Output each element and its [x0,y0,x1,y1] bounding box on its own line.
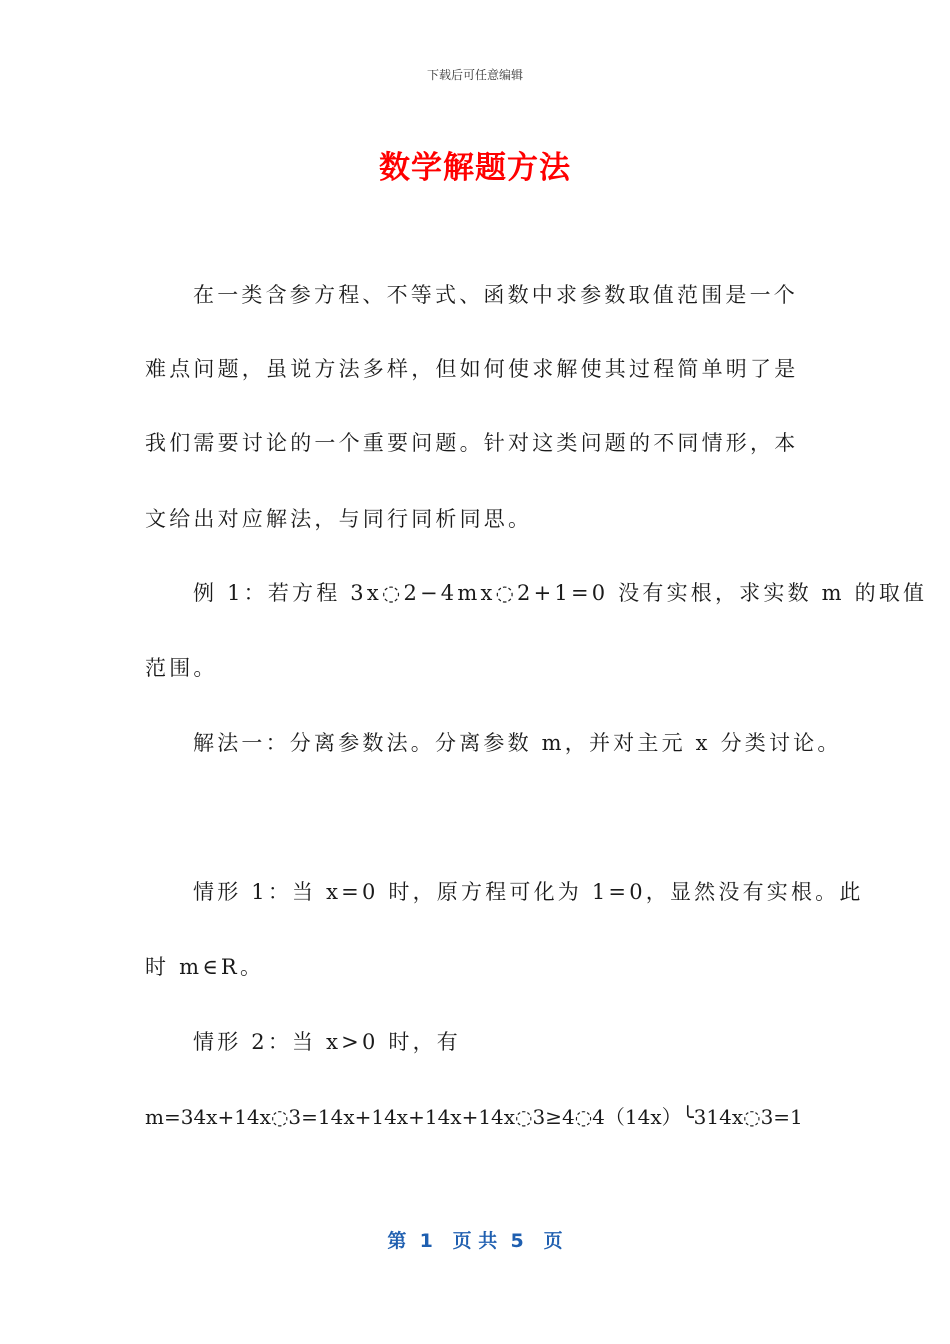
page-footer: 第 1 页 共 5 页 [387,1230,563,1252]
paragraph-line: 我们需要讨论的一个重要问题。针对这类问题的不同情形，本 [145,431,799,455]
formula-line: m=34x+14x◌3=14x+14x+14x+14x◌3≥4◌4（14x）╰314x◌3=1 [145,1105,803,1129]
paragraph-line: 难点问题，虽说方法多样，但如何使求解使其过程简单明了是 [145,357,799,381]
example-line: 范围。 [145,656,218,680]
paragraph-line: 文给出对应解法，与同行同析同思。 [145,507,533,531]
case-line: 情形 2：当 x>0 时，有 [193,1030,461,1054]
case-line: 时 m∈R。 [145,955,265,979]
document-title: 数学解题方法 [379,150,571,186]
method-line: 解法一：分离参数法。分离参数 m，并对主元 x 分类讨论。 [193,731,842,755]
paragraph-line: 在一类含参方程、不等式、函数中求参数取值范围是一个 [193,283,798,307]
header-note: 下载后可任意编辑 [426,68,523,82]
case-line: 情形 1：当 x=0 时，原方程可化为 1=0，显然没有实根。此 [193,880,864,904]
example-line: 例 1：若方程 3x◌2−4mx◌2+1=0 没有实根，求实数 m 的取值 [193,581,928,605]
